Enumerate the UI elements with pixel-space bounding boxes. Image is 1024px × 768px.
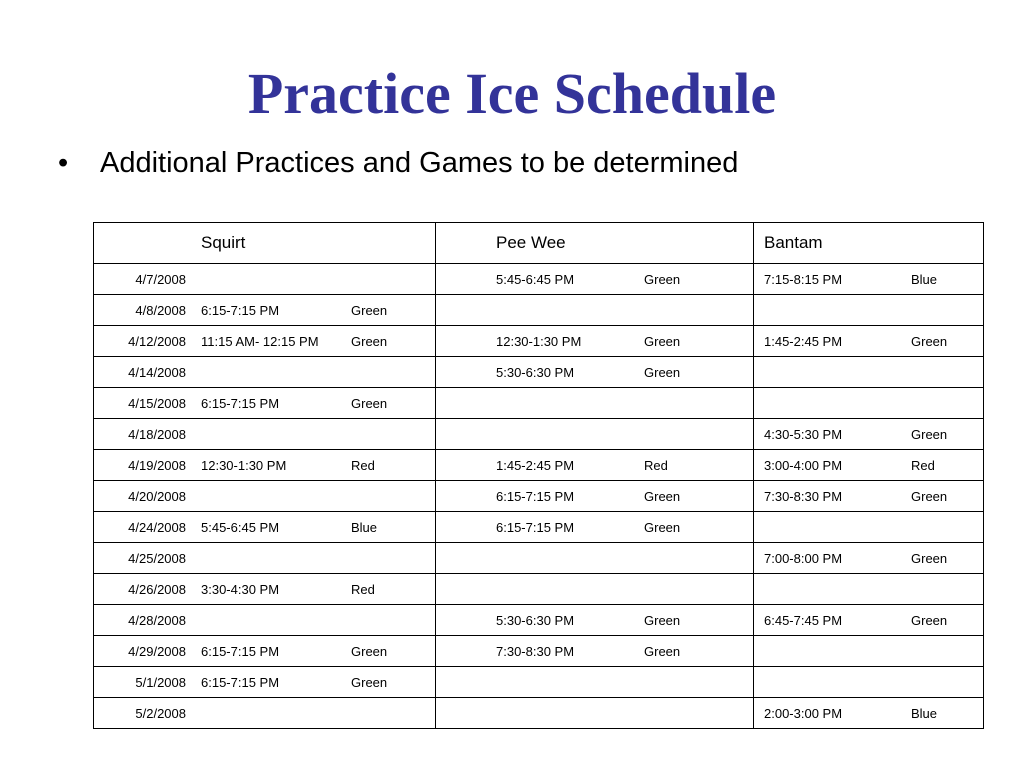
peewee-time: 6:15-7:15 PM bbox=[496, 519, 575, 535]
squirt-color: Red bbox=[351, 457, 375, 473]
bantam-color: Green bbox=[911, 550, 948, 566]
peewee-cell bbox=[436, 357, 754, 388]
table-row bbox=[94, 419, 984, 450]
table-header-row bbox=[94, 223, 984, 264]
squirt-time: 6:15-7:15 PM bbox=[201, 395, 280, 411]
peewee-cell bbox=[436, 326, 754, 357]
header-peewee-cell bbox=[436, 223, 754, 264]
bullet-item bbox=[58, 143, 738, 183]
date-value: 4/29/2008 bbox=[128, 643, 186, 659]
header-bantam-cell bbox=[754, 223, 984, 264]
practice-schedule-table bbox=[93, 222, 984, 729]
bantam-cell bbox=[754, 450, 984, 481]
peewee-color: Green bbox=[644, 333, 681, 349]
date-value: 4/20/2008 bbox=[128, 488, 186, 504]
peewee-color: Red bbox=[644, 457, 668, 473]
bantam-color: Green bbox=[911, 612, 948, 628]
table-row bbox=[94, 264, 984, 295]
peewee-color: Green bbox=[644, 488, 681, 504]
squirt-cell bbox=[94, 481, 436, 512]
peewee-cell bbox=[436, 605, 754, 636]
squirt-time: 3:30-4:30 PM bbox=[201, 581, 280, 597]
date-value: 4/7/2008 bbox=[135, 271, 186, 287]
bullet-text: Additional Practices and Games to be determined bbox=[100, 147, 739, 179]
peewee-cell bbox=[436, 698, 754, 729]
squirt-cell bbox=[94, 388, 436, 419]
table-row bbox=[94, 450, 984, 481]
bantam-cell bbox=[754, 481, 984, 512]
peewee-color: Green bbox=[644, 643, 681, 659]
date-value: 5/2/2008 bbox=[135, 705, 186, 721]
header-bantam: Bantam bbox=[764, 233, 823, 252]
peewee-time: 5:45-6:45 PM bbox=[496, 271, 575, 287]
squirt-time: 12:30-1:30 PM bbox=[201, 457, 287, 473]
squirt-time: 6:15-7:15 PM bbox=[201, 643, 280, 659]
date-value: 4/8/2008 bbox=[135, 302, 186, 318]
date-value: 4/15/2008 bbox=[128, 395, 186, 411]
bantam-time: 7:15-8:15 PM bbox=[764, 271, 843, 287]
squirt-cell bbox=[94, 543, 436, 574]
peewee-color: Green bbox=[644, 364, 681, 380]
bantam-cell bbox=[754, 636, 984, 667]
bantam-cell bbox=[754, 388, 984, 419]
squirt-cell bbox=[94, 574, 436, 605]
squirt-cell bbox=[94, 419, 436, 450]
bantam-cell bbox=[754, 295, 984, 326]
squirt-cell bbox=[94, 264, 436, 295]
peewee-cell bbox=[436, 264, 754, 295]
bantam-color: Blue bbox=[911, 705, 938, 721]
peewee-cell bbox=[436, 295, 754, 326]
bantam-time: 3:00-4:00 PM bbox=[764, 457, 843, 473]
peewee-cell bbox=[436, 419, 754, 450]
squirt-color: Green bbox=[351, 674, 388, 690]
squirt-time: 5:45-6:45 PM bbox=[201, 519, 280, 535]
peewee-color: Green bbox=[644, 612, 681, 628]
peewee-cell bbox=[436, 512, 754, 543]
bantam-color: Green bbox=[911, 488, 948, 504]
squirt-color: Green bbox=[351, 302, 388, 318]
table-row bbox=[94, 667, 984, 698]
squirt-cell bbox=[94, 636, 436, 667]
date-value: 4/14/2008 bbox=[128, 364, 186, 380]
date-value: 4/12/2008 bbox=[128, 333, 186, 349]
bantam-color: Blue bbox=[911, 271, 938, 287]
bantam-time: 7:30-8:30 PM bbox=[764, 488, 843, 504]
date-value: 4/18/2008 bbox=[128, 426, 186, 442]
bantam-color: Green bbox=[911, 426, 948, 442]
table-row bbox=[94, 388, 984, 419]
squirt-cell bbox=[94, 450, 436, 481]
bantam-color: Green bbox=[911, 333, 948, 349]
date-value: 4/24/2008 bbox=[128, 519, 186, 535]
peewee-cell bbox=[436, 450, 754, 481]
squirt-color: Green bbox=[351, 333, 388, 349]
header-squirt-cell bbox=[94, 223, 436, 264]
bantam-time: 1:45-2:45 PM bbox=[764, 333, 843, 349]
squirt-time: 6:15-7:15 PM bbox=[201, 674, 280, 690]
peewee-time: 1:45-2:45 PM bbox=[496, 457, 575, 473]
date-value: 4/28/2008 bbox=[128, 612, 186, 628]
squirt-color: Blue bbox=[351, 519, 378, 535]
peewee-time: 5:30-6:30 PM bbox=[496, 612, 575, 628]
slide-title: Practice Ice Schedule bbox=[247, 61, 777, 126]
header-peewee: Pee Wee bbox=[496, 233, 566, 252]
schedule-table-body bbox=[94, 223, 984, 729]
peewee-cell bbox=[436, 636, 754, 667]
table-row bbox=[94, 326, 984, 357]
bantam-color: Red bbox=[911, 457, 935, 473]
bantam-time: 7:00-8:00 PM bbox=[764, 550, 843, 566]
peewee-cell bbox=[436, 667, 754, 698]
table-row bbox=[94, 605, 984, 636]
squirt-cell bbox=[94, 512, 436, 543]
peewee-time: 12:30-1:30 PM bbox=[496, 333, 582, 349]
squirt-cell bbox=[94, 667, 436, 698]
bullet-icon: • bbox=[58, 147, 69, 179]
peewee-cell bbox=[436, 481, 754, 512]
peewee-cell bbox=[436, 543, 754, 574]
bantam-cell bbox=[754, 419, 984, 450]
bantam-time: 4:30-5:30 PM bbox=[764, 426, 843, 442]
date-value: 5/1/2008 bbox=[135, 674, 186, 690]
table-row bbox=[94, 481, 984, 512]
peewee-time: 7:30-8:30 PM bbox=[496, 643, 575, 659]
table-row bbox=[94, 295, 984, 326]
table-row bbox=[94, 543, 984, 574]
table-row bbox=[94, 636, 984, 667]
peewee-cell bbox=[436, 388, 754, 419]
table-row bbox=[94, 512, 984, 543]
squirt-time: 6:15-7:15 PM bbox=[201, 302, 280, 318]
squirt-cell bbox=[94, 295, 436, 326]
date-value: 4/25/2008 bbox=[128, 550, 186, 566]
peewee-color: Green bbox=[644, 519, 681, 535]
peewee-time: 5:30-6:30 PM bbox=[496, 364, 575, 380]
bantam-time: 6:45-7:45 PM bbox=[764, 612, 843, 628]
bantam-cell bbox=[754, 667, 984, 698]
peewee-time: 6:15-7:15 PM bbox=[496, 488, 575, 504]
bantam-cell bbox=[754, 574, 984, 605]
peewee-color: Green bbox=[644, 271, 681, 287]
squirt-cell bbox=[94, 326, 436, 357]
squirt-cell bbox=[94, 698, 436, 729]
peewee-cell bbox=[436, 574, 754, 605]
bantam-cell bbox=[754, 543, 984, 574]
squirt-color: Green bbox=[351, 643, 388, 659]
squirt-cell bbox=[94, 357, 436, 388]
bantam-cell bbox=[754, 264, 984, 295]
bantam-cell bbox=[754, 357, 984, 388]
table-row bbox=[94, 357, 984, 388]
squirt-color: Red bbox=[351, 581, 375, 597]
date-value: 4/26/2008 bbox=[128, 581, 186, 597]
squirt-cell bbox=[94, 605, 436, 636]
bantam-cell bbox=[754, 326, 984, 357]
bantam-time: 2:00-3:00 PM bbox=[764, 705, 843, 721]
date-value: 4/19/2008 bbox=[128, 457, 186, 473]
bantam-cell bbox=[754, 605, 984, 636]
bantam-cell bbox=[754, 698, 984, 729]
squirt-color: Green bbox=[351, 395, 388, 411]
header-squirt: Squirt bbox=[201, 233, 246, 252]
squirt-time: 11:15 AM- 12:15 PM bbox=[201, 333, 319, 349]
table-row bbox=[94, 574, 984, 605]
bantam-cell bbox=[754, 512, 984, 543]
table-row bbox=[94, 698, 984, 729]
